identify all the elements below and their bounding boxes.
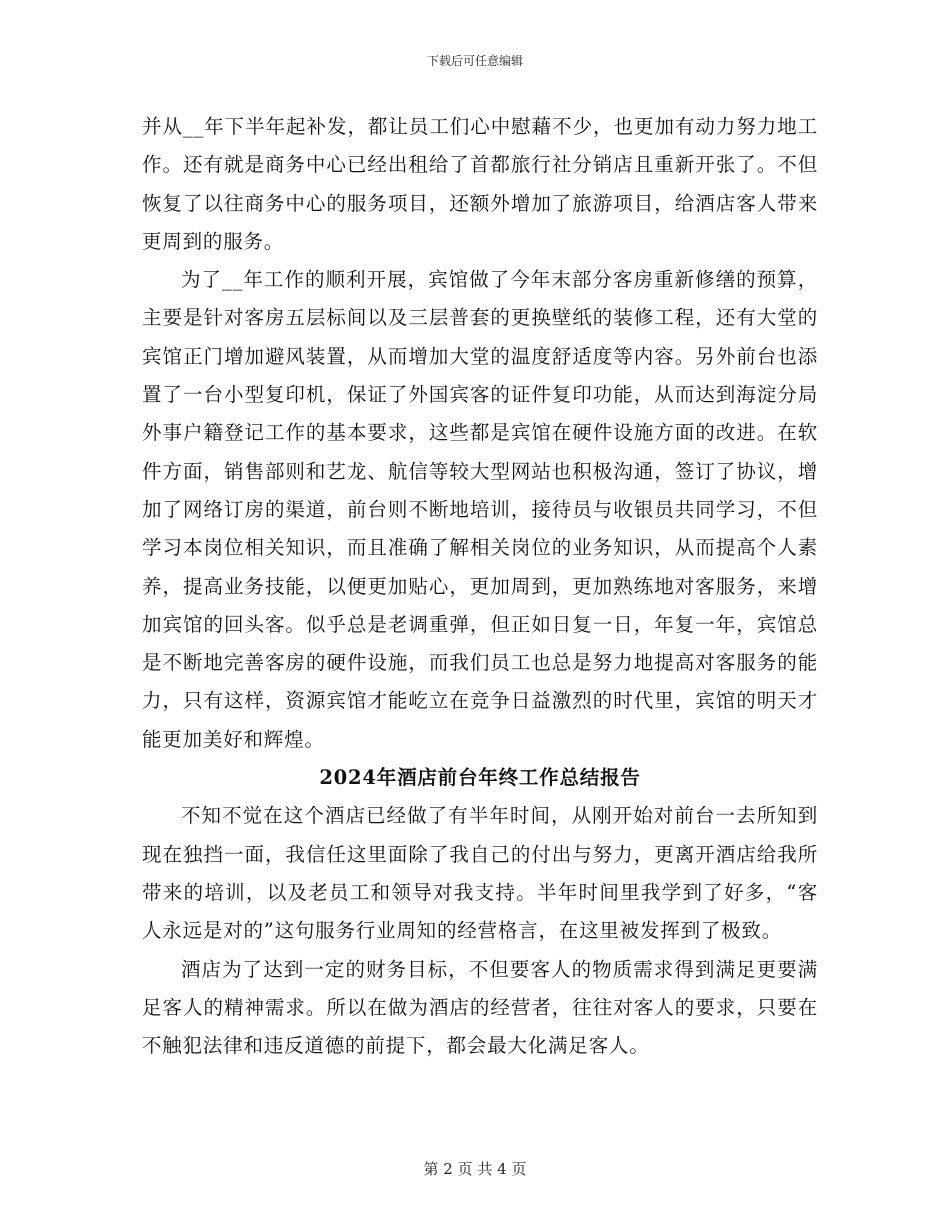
page-footer: 第 2 页 共 4 页 (423, 1160, 527, 1178)
section-title: 2024年酒店前台年终工作总结报告 (319, 766, 641, 790)
document-body (142, 108, 818, 1065)
paragraph-renovation: 为了__年工作的顺利开展，宾馆做了今年末部分客房重新修缮的预算，主要是针对客房五层标间以及三层普套的更换壁纸的装修工程，还有大堂的宾馆正门增加避风装置，从而增加大堂的温度舒适度等内容。另外前台也添置了一台小型复印机，保证了外国宾客的证件复印功能，从而达到海淀分局外事户籍登记工作的基本要求，这些都是宾馆在硬件设施方面的改进。在软件方面，销售部则和艺龙、航信等较大型网站也积极沟通，签订了协议，增加了网络订房的渠道，前台则不断地培训，接待员与收银员共同学习，不但学习本岗位相关知识，而且准确了解相关岗位的业务知识，从而提高个人素养，提高业务技能，以便更加贴心，更加周到，更加熟练地对客服务，来增加宾馆的回头客。似乎总是老调重弹，但正如日复一日，年复一年，宾馆总是不断地完善客房的硬件设施，而我们员工也总是努力地提高对客服务的能力，只有这样，资源宾馆才能屹立在竞争日益激烈的时代里，宾馆的明天才能更加美好和辉煌。 (142, 268, 818, 751)
page-header: 下载后可任意编辑 (426, 54, 523, 68)
paragraph-continued: 并从__年下半年起补发，都让员工们心中慰藉不少，也更加有动力努力地工作。还有就是商务中心已经出租给了首都旅行社分销店且重新开张了。不但恢复了以往商务中心的服务项目，还额外增加了旅游项目，给酒店客人带来更周到的服务。 (142, 115, 818, 253)
paragraph-financial-goal: 酒店为了达到一定的财务目标，不但要客人的物质需求得到满足更要满足客人的精神需求。所以在做为酒店的经营者，往往对客人的要求，只要在不触犯法律和违反道德的前提下，都会最大化满足客人。 (142, 957, 818, 1058)
paragraph-intro: 不知不觉在这个酒店已经做了有半年时间，从刚开始对前台一去所知到现在独挡一面，我信任这里面除了我自己的付出与努力，更离开酒店给我所带来的培训，以及老员工和领导对我支持。半年时间里我学到了好多，“客人永远是对的”这句服务行业周知的经营格言，在这里被发挥到了极致。 (142, 804, 818, 943)
